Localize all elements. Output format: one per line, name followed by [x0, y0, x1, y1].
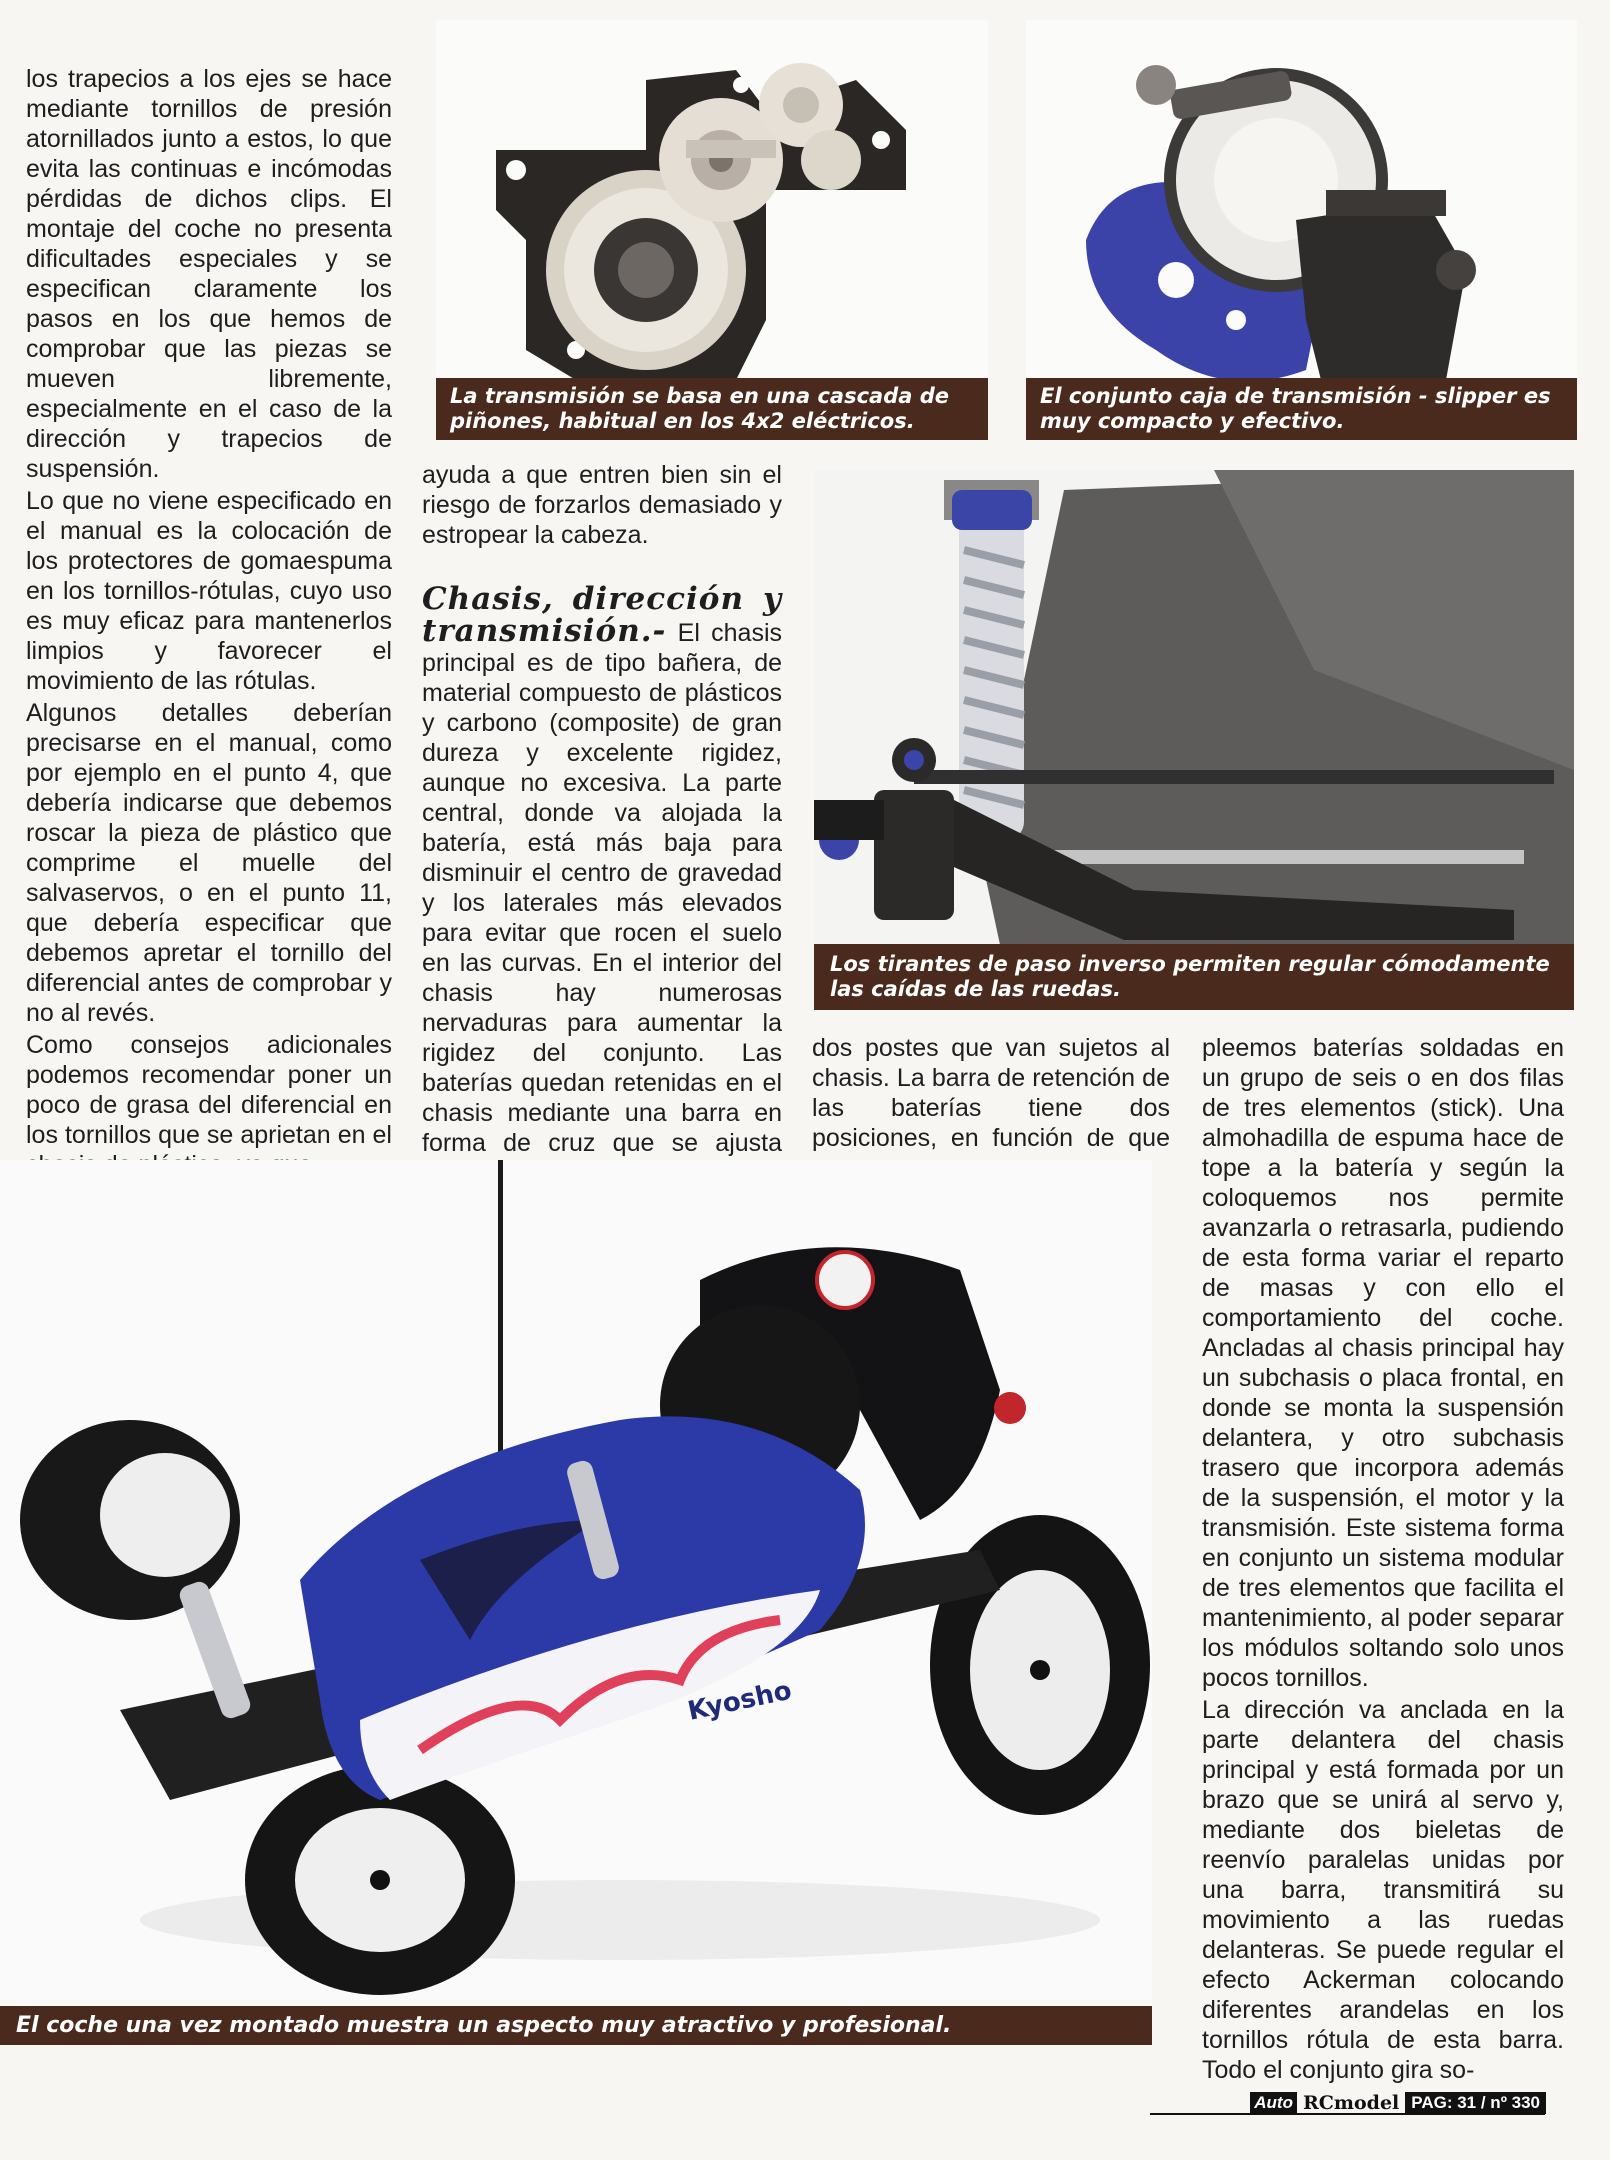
section-paragraph: [422, 581, 782, 1188]
paragraph: pleemos baterías soldadas en un grupo de seis o en dos filas de tres elementos (stick). Una almohadilla de espuma hace de tope a la batería y según la coloquemos nos permite avanzarla o retrasarla, pudiendo de esta forma variar el reparto de masas y con ello el comportamiento del coche. Ancladas al chasis principal hay un subchasis o placa frontal, en donde se monta la suspensión delantera, y otro subchasis trasero que incorpora además de la suspensión, el motor y la transmisión. Este sistema forma en conjunto un sistema modular de tres elementos que facilita el mantenimiento, al poder separar los módulos soltando solo unos pocos tornillos.: [1202, 1034, 1564, 1692]
paragraph: dos postes que van sujetos al chasis. La barra de retención de las baterías tiene dos posiciones, en función de que: [812, 1034, 1170, 1152]
paragraph: los trapecios a los ejes se hace mediante tornillos de presión atornillados junto a estos, lo que evita las continuas e incómodas pérdidas de dichos clips. El montaje del coche no presenta dificultades especiales y se especifican claramente los pasos en los que hemos de comprobar que las piezas se mueven libremente, especialmente en el caso de la dirección y trapecios de suspensión.: [26, 65, 392, 483]
magazine-title: RCmodel: [1302, 2092, 1400, 2114]
photo-caption: Los tirantes de paso inverso permiten regular cómodamente las caídas de las ruedas.: [814, 944, 1574, 1010]
suspension-photo: [814, 470, 1574, 1010]
section-body: El chasis principal es de tipo bañera, de material compuesto de plásticos y carbono (composite) de gran dureza y excelente rigidez, aunque no excesiva. La parte central, donde va alojada la batería, está más baja para disminuir el centro de gravedad y los laterales más elevados para evitar que rocen el suelo en las curvas. En el interior del chasis hay numerosas nervaduras para aumentar la rigidez del conjunto. Las baterías quedan retenidas en el chasis mediante una barra en forma de cruz que se ajusta: [422, 619, 782, 1157]
section-heading: Chasis, dirección y transmisión.-: [422, 581, 782, 649]
photo-caption: El coche una vez montado muestra un aspecto muy atractivo y profesional.: [0, 2006, 1152, 2045]
gearbox-photo: [436, 20, 988, 440]
article-column-1: [26, 64, 392, 1180]
photo-caption: El conjunto caja de transmisión - slipper es muy compacto y efectivo.: [1026, 378, 1577, 440]
paragraph: Lo que no viene especificado en el manual es la colocación de los protectores de gomaespuma en los tornillos-rótulas, cuyo uso es muy eficaz para mantenerlos limpios y favorecer el movimiento de las rótulas.: [26, 487, 392, 695]
brand-logo: Kyosho: [685, 1675, 795, 1727]
photo-caption: La transmisión se basa en una cascada de piñones, habitual en los 4x2 eléctricos.: [436, 378, 988, 440]
article-column-2: [422, 460, 782, 1188]
article-column-4: [1202, 1033, 1564, 2085]
page-number: PAG: 31 / nº 330: [1405, 2092, 1546, 2114]
gearbox-image: [436, 20, 988, 440]
slipper-image: [1026, 20, 1577, 440]
magazine-auto-label: Auto: [1250, 2092, 1297, 2114]
car-image: [0, 1160, 1152, 2045]
car-photo: [0, 1160, 1152, 2045]
paragraph: Como consejos adicionales podemos recomendar poner un poco de grasa del diferencial en los tornillos que se aprietan en el: [26, 1031, 392, 1149]
paragraph: Algunos detalles deberían precisarse en el manual, como por ejemplo en el punto 4, que debería indicarse que debemos roscar la pieza de plástico que comprime el muelle del salvaservos, o en el punto 11, que debería especificar que debemos apretar el tornillo del diferencial antes de comprobar y no al revés.: [26, 699, 392, 1027]
page-footer: [1250, 2091, 1546, 2115]
slipper-photo: [1026, 20, 1577, 440]
paragraph: La dirección va anclada en la parte delantera del chasis principal y está formada por un brazo que se unirá al servo y, mediante dos bieletas de reenvío paralelas unidas por una barra, transmitirá su movimiento a las ruedas delanteras. Se puede regular el efecto Ackerman colocando diferentes arandelas en los tornillos rótula de esta barra. Todo el conjunto gira so-: [1202, 1696, 1564, 2084]
paragraph: ayuda a que entren bien sin el riesgo de forzarlos demasiado y estropear la cabeza.: [422, 461, 782, 549]
suspension-image: [814, 470, 1574, 1010]
